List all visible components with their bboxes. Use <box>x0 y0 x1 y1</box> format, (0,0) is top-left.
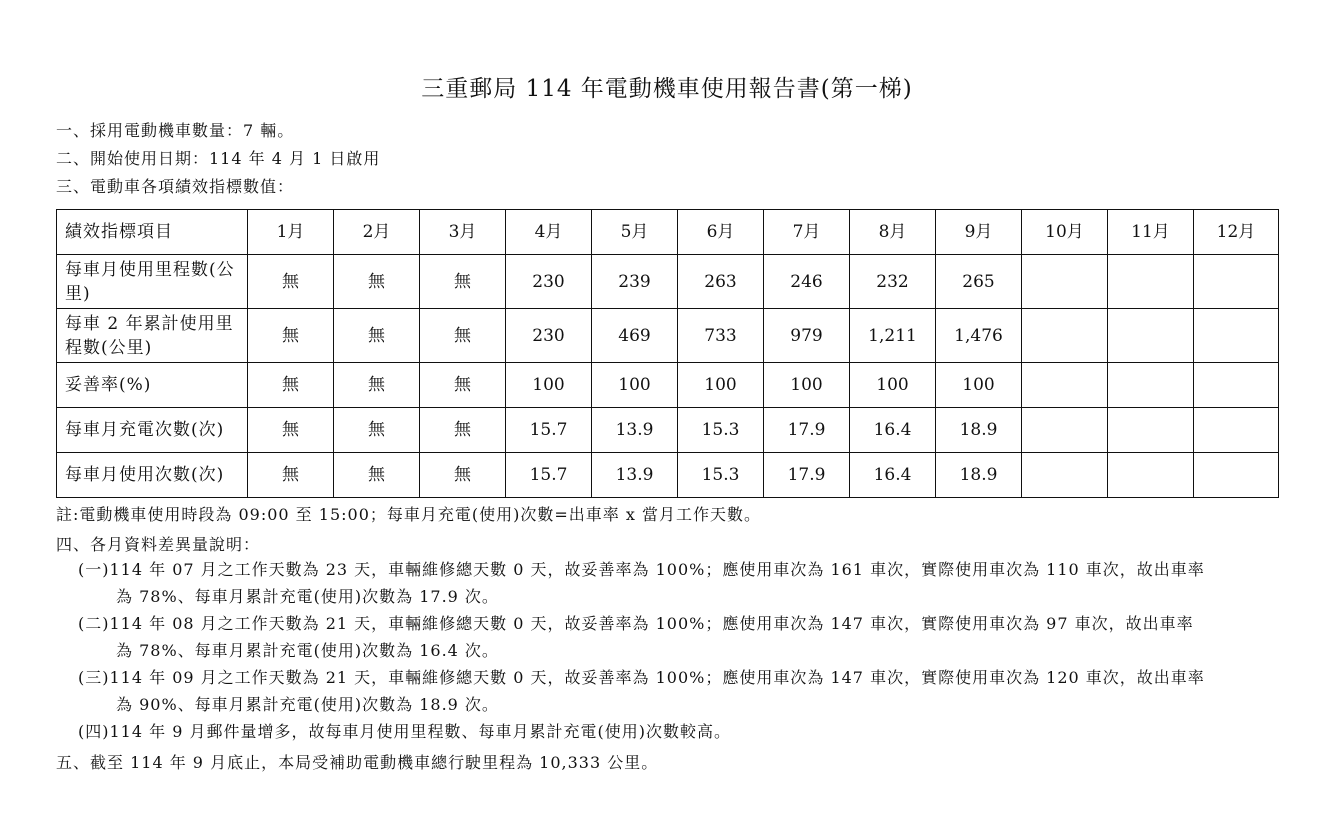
row-label: 每車月充電次數(次) <box>57 408 248 453</box>
table-cell <box>1194 408 1279 453</box>
table-cell: 16.4 <box>850 453 936 498</box>
header-cell-month: 3月 <box>420 210 506 255</box>
header-cell-month: 7月 <box>764 210 850 255</box>
table-cell: 無 <box>334 408 420 453</box>
table-cell: 17.9 <box>764 453 850 498</box>
table-cell: 15.3 <box>678 408 764 453</box>
table-row <box>57 453 1279 498</box>
section-4-item-1-line-2: 為 78%、每車月累計充電(使用)次數為 17.9 次。 <box>116 587 499 606</box>
table-cell: 13.9 <box>592 408 678 453</box>
table-cell <box>1194 363 1279 408</box>
table-cell: 無 <box>420 453 506 498</box>
row-label: 每車月使用次數(次) <box>57 453 248 498</box>
table-cell <box>1022 309 1108 363</box>
intro-line-1: 一、採用電動機車數量：7 輛。 <box>56 121 295 140</box>
table-row <box>57 255 1279 309</box>
table-cell: 無 <box>420 363 506 408</box>
table-cell: 無 <box>334 309 420 363</box>
intro-line-2: 二、開始使用日期：114 年 4 月 1 日啟用 <box>56 149 381 168</box>
table-cell: 100 <box>592 363 678 408</box>
table-cell: 1,476 <box>936 309 1022 363</box>
table-cell: 無 <box>334 453 420 498</box>
table-cell: 無 <box>248 363 334 408</box>
table-cell <box>1108 309 1194 363</box>
table-cell: 無 <box>334 363 420 408</box>
section-5: 五、截至 114 年 9 月底止，本局受補助電動機車總行駛里程為 10,333 公里。 <box>56 753 659 772</box>
table-cell: 100 <box>678 363 764 408</box>
section-4-item-3-line-2: 為 90%、每車月累計充電(使用)次數為 18.9 次。 <box>116 695 499 714</box>
table-cell <box>1108 453 1194 498</box>
section-4-item-2-line-2: 為 78%、每車月累計充電(使用)次數為 16.4 次。 <box>116 641 499 660</box>
section-4-item-2 <box>78 610 1278 664</box>
table-cell: 265 <box>936 255 1022 309</box>
table-note: 註:電動機車使用時段為 09:00 至 15:00；每車月充電(使用)次數=出車率 x 當月工作天數。 <box>56 505 761 524</box>
table-cell: 18.9 <box>936 408 1022 453</box>
row-label: 妥善率(%) <box>57 363 248 408</box>
table-row <box>57 408 1279 453</box>
table-cell: 無 <box>420 255 506 309</box>
kpi-table <box>56 209 1279 498</box>
table-cell <box>1022 255 1108 309</box>
table-cell: 無 <box>248 255 334 309</box>
row-label: 每車 2 年累計使用里程數(公里) <box>57 309 248 363</box>
table-cell: 100 <box>506 363 592 408</box>
table-cell: 無 <box>420 309 506 363</box>
table-cell <box>1194 309 1279 363</box>
section-4-item-2-line-1: (二)114 年 08 月之工作天數為 21 天，車輛維修總天數 0 天，故妥善率為 100%；應使用車次為 147 車次，實際使用車次為 97 車次，故出車率 <box>78 614 1194 633</box>
table-cell: 無 <box>420 408 506 453</box>
table-cell: 1,211 <box>850 309 936 363</box>
table-cell: 無 <box>334 255 420 309</box>
header-cell-month: 8月 <box>850 210 936 255</box>
table-cell: 232 <box>850 255 936 309</box>
table-cell: 239 <box>592 255 678 309</box>
table-cell: 15.3 <box>678 453 764 498</box>
table-cell: 230 <box>506 309 592 363</box>
header-cell-month: 1月 <box>248 210 334 255</box>
table-cell <box>1022 408 1108 453</box>
header-cell-month: 5月 <box>592 210 678 255</box>
section-4-item-1 <box>78 556 1278 610</box>
table-cell: 16.4 <box>850 408 936 453</box>
table-header-row <box>57 210 1279 255</box>
header-cell-month: 2月 <box>334 210 420 255</box>
header-cell-month: 10月 <box>1022 210 1108 255</box>
table-cell: 979 <box>764 309 850 363</box>
table-cell: 469 <box>592 309 678 363</box>
table-cell: 無 <box>248 453 334 498</box>
section-4-item-4 <box>78 718 1278 745</box>
table-cell: 無 <box>248 309 334 363</box>
table-row <box>57 309 1279 363</box>
table-cell: 15.7 <box>506 453 592 498</box>
header-cell-month: 4月 <box>506 210 592 255</box>
table-cell <box>1022 453 1108 498</box>
table-cell: 100 <box>850 363 936 408</box>
section-4-item-3-line-1: (三)114 年 09 月之工作天數為 21 天，車輛維修總天數 0 天，故妥善率為 100%；應使用車次為 147 車次，實際使用車次為 120 車次，故出車率 <box>78 668 1205 687</box>
section-4-heading: 四、各月資料差異量說明： <box>56 535 261 554</box>
table-cell <box>1194 255 1279 309</box>
header-cell-item: 績效指標項目 <box>57 210 248 255</box>
table-cell: 15.7 <box>506 408 592 453</box>
row-label: 每車月使用里程數(公里) <box>57 255 248 309</box>
table-cell: 18.9 <box>936 453 1022 498</box>
section-4-item-3 <box>78 664 1278 718</box>
table-cell: 733 <box>678 309 764 363</box>
table-cell: 263 <box>678 255 764 309</box>
section-4-item-1-line-1: (一)114 年 07 月之工作天數為 23 天，車輛維修總天數 0 天，故妥善率為 100%；應使用車次為 161 車次，實際使用車次為 110 車次，故出車率 <box>78 560 1205 579</box>
table-cell <box>1194 453 1279 498</box>
table-cell: 100 <box>936 363 1022 408</box>
table-cell: 17.9 <box>764 408 850 453</box>
table-cell <box>1022 363 1108 408</box>
header-cell-month: 11月 <box>1108 210 1194 255</box>
header-cell-month: 9月 <box>936 210 1022 255</box>
table-cell: 13.9 <box>592 453 678 498</box>
table-cell: 100 <box>764 363 850 408</box>
table-cell <box>1108 363 1194 408</box>
section-4-item-4-line-1: (四)114 年 9 月郵件量增多，故每車月使用里程數、每車月累計充電(使用)次數較高。 <box>78 722 731 741</box>
table-cell: 246 <box>764 255 850 309</box>
table-cell: 無 <box>248 408 334 453</box>
table-cell: 230 <box>506 255 592 309</box>
table-row <box>57 363 1279 408</box>
document-title: 三重郵局 114 年電動機車使用報告書(第一梯) <box>421 76 913 102</box>
header-cell-month: 12月 <box>1194 210 1279 255</box>
intro-line-3: 三、電動車各項績效指標數值： <box>56 177 295 196</box>
table-cell <box>1108 408 1194 453</box>
table-cell <box>1108 255 1194 309</box>
header-cell-month: 6月 <box>678 210 764 255</box>
